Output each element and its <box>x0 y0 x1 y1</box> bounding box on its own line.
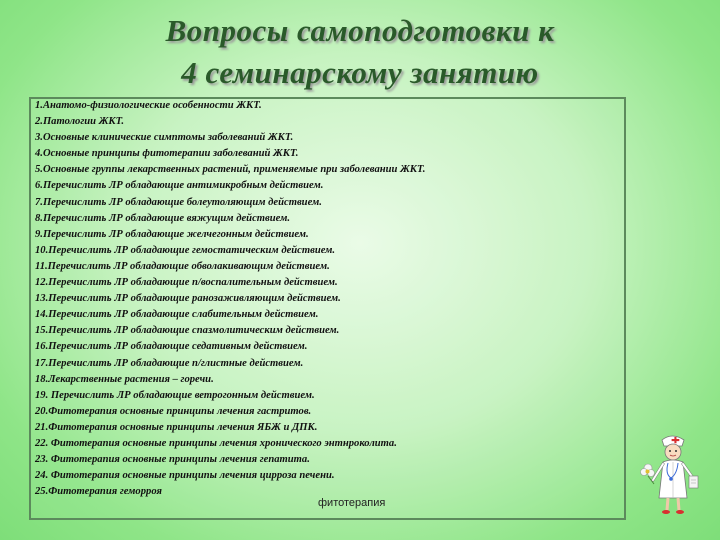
list-item: 22. Фитотерапия основные принципы лечения хронического энтнроколита. <box>35 437 397 449</box>
list-item: 25.Фитотерапия геморроя <box>35 486 162 498</box>
list-item: 5.Основные группы лекарственных растений, применяемые при заболевании ЖКТ. <box>35 164 426 176</box>
footer-caption: фитотерапия <box>318 497 386 509</box>
list-item: 10.Перечислить ЛР обладающие гемостатическим действием. <box>35 244 336 256</box>
list-item: 20.Фитотерапия основные принципы лечения гастритов. <box>35 405 312 417</box>
slide-title-line-2: 4 семинарскому занятию <box>181 55 539 90</box>
list-item: 6.Перечислить ЛР обладающие антимикробным действием. <box>35 180 324 192</box>
list-item: 16.Перечислить ЛР обладающие седативным действием. <box>35 341 308 353</box>
list-item: 9.Перечислить ЛР обладающие желчегонным действием. <box>35 228 309 240</box>
questions-list <box>35 98 625 500</box>
slide-title <box>60 10 660 94</box>
list-item: 4.Основные принципы фитотерапии заболеваний ЖКТ. <box>35 148 299 160</box>
list-item: 15.Перечислить ЛР обладающие спазмолитическим действием. <box>35 325 340 337</box>
list-item: 12.Перечислить ЛР обладающие п/воспалительным действием. <box>35 277 338 289</box>
list-item: 3.Основные клинические симптомы заболеваний ЖКТ. <box>35 132 294 144</box>
list-item: 1.Анатомо-физиологические особенности ЖКТ. <box>35 100 262 111</box>
nurse-doctor-illustration <box>638 432 702 516</box>
list-item: 8.Перечислить ЛР обладающие вяжущим действием. <box>35 212 290 224</box>
list-item: 21.Фитотерапия основные принципы лечения ЯБЖ и ДПК. <box>35 421 318 433</box>
list-item: 24. Фитотерапия основные принципы лечения цирроза печени. <box>35 470 335 482</box>
list-item: 7.Перечислить ЛР обладающие болеутоляющим действием. <box>35 196 322 208</box>
list-item: 2.Патологии ЖКТ. <box>35 116 125 128</box>
list-item: 19. Перечислить ЛР обладающие ветрогонным действием. <box>35 389 315 401</box>
slide-title-line-1: Вопросы самоподготовки к <box>165 13 555 48</box>
list-item: 14.Перечислить ЛР обладающие слабительным действием. <box>35 309 319 321</box>
nurse-doctor-icon <box>638 432 702 516</box>
list-item: 17.Перечислить ЛР обладающие п/глистные действием. <box>35 357 304 369</box>
list-item: 18.Лекарственные растения – горечи. <box>35 373 214 385</box>
list-item: 13.Перечислить ЛР обладающие ранозаживляющим действием. <box>35 293 341 305</box>
list-item: 11.Перечислить ЛР обладающие обволакивающим действием. <box>35 260 330 272</box>
list-item: 23. Фитотерапия основные принципы лечения гепатита. <box>35 454 310 466</box>
